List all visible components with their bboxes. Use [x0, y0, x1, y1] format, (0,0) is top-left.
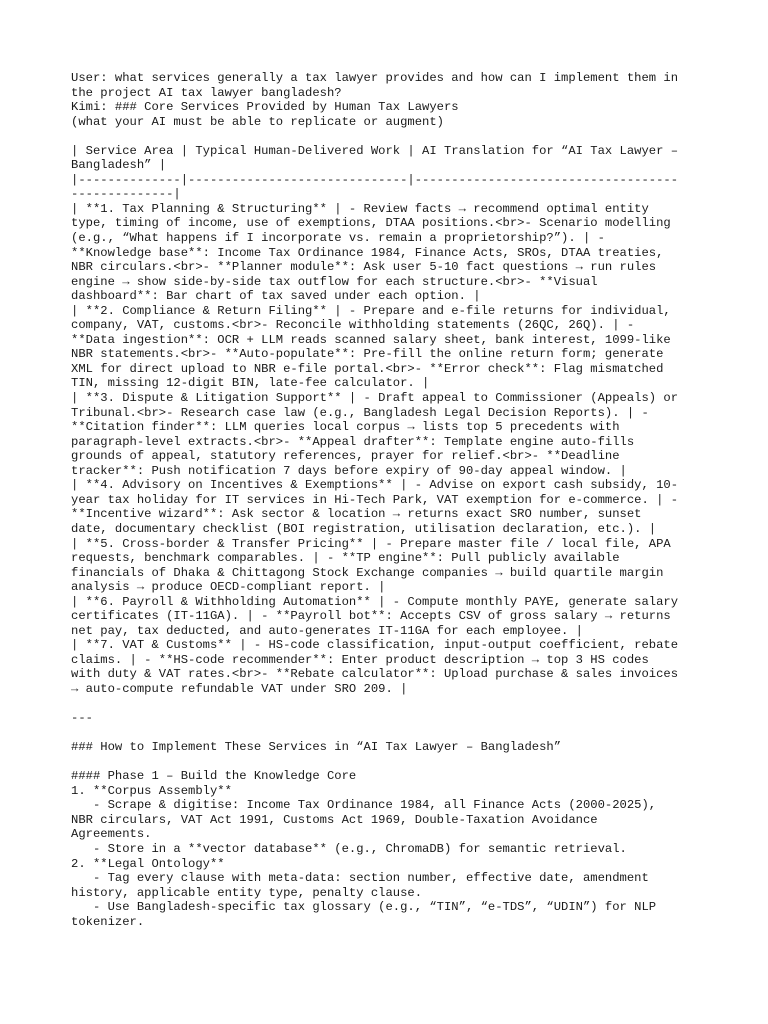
text-line: → auto-compute refundable VAT under SRO 209. | [71, 681, 408, 696]
text-line: with duty & VAT rates.<br>- **Rebate calculator**: Upload purchase & sales invoices [71, 667, 679, 682]
blank-line [71, 726, 741, 741]
text-line: **Citation finder**: LLM queries local corpus → lists top 5 precedents with [71, 420, 620, 435]
text-line: - Scrape & digitise: Income Tax Ordinance 1984, all Finance Acts (2000-2025), [71, 798, 657, 813]
text-line: requests, benchmark comparables. | - **TP engine**: Pull publicly available [71, 551, 620, 566]
text-line: dashboard**: Bar chart of tax saved under each option. | [71, 289, 481, 304]
text-line: ### How to Implement These Services in “AI Tax Lawyer – Bangladesh” [71, 740, 562, 755]
blank-line [71, 755, 741, 770]
text-line: | **3. Dispute & Litigation Support** | - Draft appeal to Commissioner (Appeals) or [71, 391, 679, 406]
text-line: financials of Dhaka & Chittagong Stock Exchange companies → build quartile margin [71, 565, 664, 580]
text-line: #### Phase 1 – Build the Knowledge Core [71, 769, 357, 784]
text-line: | **2. Compliance & Return Filing** | - Prepare and e-file returns for individual, [71, 303, 671, 318]
blank-line [71, 129, 741, 144]
text-line: Tribunal.<br>- Research case law (e.g., Bangladesh Legal Decision Reports). | - [71, 405, 649, 420]
text-line: **Data ingestion**: OCR + LLM reads scanned salary sheet, bank interest, 1099-like [71, 332, 671, 347]
text-line: date, documentary checklist (BOI registration, utilisation declaration, etc.). | [71, 521, 657, 536]
text-line: 2. **Legal Ontology** [71, 856, 225, 871]
text-line: | **5. Cross-border & Transfer Pricing** | - Prepare master file / local file, APA [71, 536, 671, 551]
text-line: - Use Bangladesh-specific tax glossary (e.g., “TIN”, “e-TDS”, “UDIN”) for NLP [71, 900, 657, 915]
text-line: NBR circulars.<br>- **Planner module**: Ask user 5-10 fact questions → run rules [71, 260, 657, 275]
text-line: Agreements. [71, 827, 152, 842]
text-line: Kimi: ### Core Services Provided by Human Tax Lawyers [71, 100, 459, 115]
chat-transcript [71, 71, 741, 929]
text-line: grounds of appeal, statutory references, prayer for relief.<br>- **Deadline [71, 449, 620, 464]
text-line: (e.g., “What happens if I incorporate vs. remain a proprietorship?”). | - [71, 231, 605, 246]
text-line: --------------| [71, 187, 181, 202]
text-line: | Service Area | Typical Human-Delivered Work | AI Translation for “AI Tax Lawyer – [71, 143, 679, 158]
text-line: tokenizer. [71, 914, 145, 929]
text-line: tracker**: Push notification 7 days before expiry of 90-day appeal window. | [71, 463, 627, 478]
text-line: type, timing of income, use of exemptions, DTAA positions.<br>- Scenario modelling [71, 216, 671, 231]
text-line: XML for direct upload to NBR e-file portal.<br>- **Error check**: Flag mismatched [71, 361, 664, 376]
text-line: the project AI tax lawyer bangladesh? [71, 85, 342, 100]
text-line: |--------------|------------------------------|------------------------------------ [71, 172, 679, 187]
text-line: Bangladesh” | [71, 158, 167, 173]
text-line: | **7. VAT & Customs** | - HS-code classification, input-output coefficient, rebate [71, 638, 679, 653]
text-line: history, applicable entity type, penalty clause. [71, 885, 423, 900]
text-line: - Store in a **vector database** (e.g., ChromaDB) for semantic retrieval. [71, 841, 627, 856]
text-line: - Tag every clause with meta-data: section number, effective date, amendment [71, 871, 649, 886]
text-line: claims. | - **HS-code recommender**: Enter product description → top 3 HS codes [71, 652, 649, 667]
text-line: engine → show side-by-side tax outflow for each structure.<br>- **Visual [71, 274, 598, 289]
text-line: | **4. Advisory on Incentives & Exemptions** | - Advise on export cash subsidy, 10- [71, 478, 679, 493]
text-line: NBR statements.<br>- **Auto-populate**: Pre-fill the online return form; generate [71, 347, 664, 362]
text-line: TIN, missing 12-digit BIN, late-fee calculator. | [71, 376, 430, 391]
text-line: paragraph-level extracts.<br>- **Appeal drafter**: Template engine auto-fills [71, 434, 635, 449]
text-line: certificates (IT-11GA). | - **Payroll bot**: Accepts CSV of gross salary → returns [71, 609, 671, 624]
text-line: | **6. Payroll & Withholding Automation** | - Compute monthly PAYE, generate salary [71, 594, 679, 609]
text-line: --- [71, 711, 93, 726]
text-line: NBR circulars, VAT Act 1991, Customs Act 1969, Double-Taxation Avoidance [71, 812, 598, 827]
text-line: **Knowledge base**: Income Tax Ordinance 1984, Finance Acts, SROs, DTAA treaties, [71, 245, 664, 260]
text-line: User: what services generally a tax lawyer provides and how can I implement them in [71, 71, 679, 85]
text-line: net pay, tax deducted, and auto-generates IT-11GA for each employee. | [71, 623, 583, 638]
text-line: analysis → produce OECD-compliant report. | [71, 580, 386, 595]
text-line: (what your AI must be able to replicate or augment) [71, 114, 444, 129]
text-line: | **1. Tax Planning & Structuring** | - Review facts → recommend optimal entity [71, 201, 649, 216]
text-line: **Incentive wizard**: Ask sector & location → returns exact SRO number, sunset [71, 507, 642, 522]
blank-line [71, 697, 741, 712]
text-line: company, VAT, customs.<br>- Reconcile withholding statements (26QC, 26Q). | - [71, 318, 635, 333]
text-line: year tax holiday for IT services in Hi-Tech Park, VAT exemption for e-commerce. | - [71, 492, 679, 507]
text-line: 1. **Corpus Assembly** [71, 783, 232, 798]
